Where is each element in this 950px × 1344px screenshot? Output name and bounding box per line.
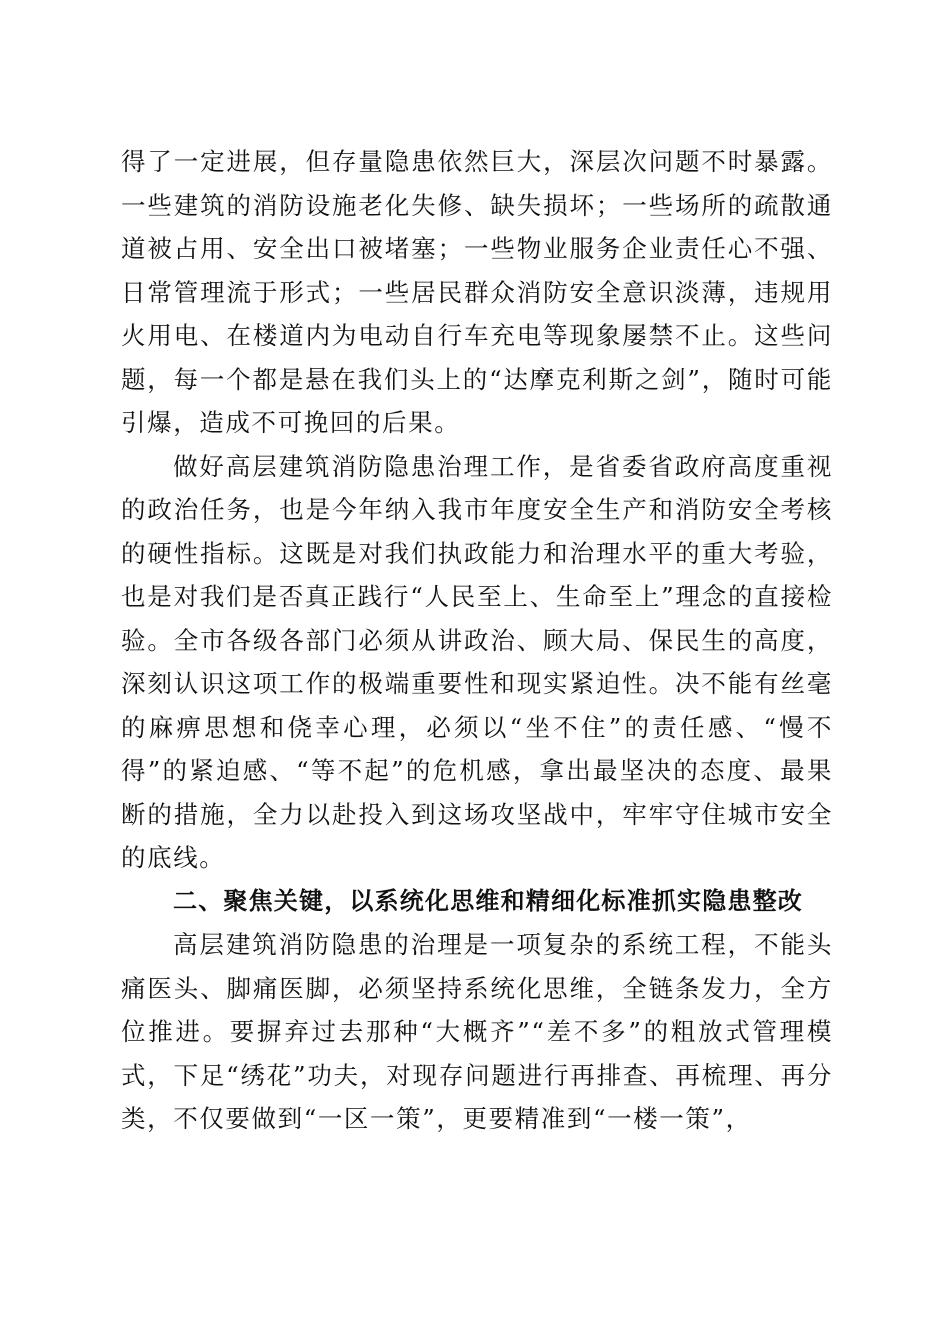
paragraph-political-task: 做好高层建筑消防隐患治理工作，是省委省政府高度重视的政治任务，也是今年纳入我市年度安全生产和消防安全考核的硬性指标。这既是对我们执政能力和治理水平的重大考验，也是对我们是否真正践行“人民至上、生命至上”理念的直接检验。全市各级各部门必须从讲政治、顾大局、保民生的高度，深刻认识这项工作的极端重要性和现实紧迫性。决不能有丝毫的麻痹思想和侥幸心理，必须以“坐不住”的责任感、“慢不得”的紧迫感、“等不起”的危机感，拿出最坚决的态度、最果断的措施，全力以赴投入到这场攻坚战中，牢牢守住城市安全的底线。: [121, 451, 833, 872]
section-heading: 二、聚焦关键，以系统化思维和精细化标准抓实隐患整改: [173, 886, 803, 915]
paragraph-continuation: 得了一定进展，但存量隐患依然巨大，深层次问题不时暴露。一些建筑的消防设施老化失修、缺失损坏；一些场所的疏散通道被占用、安全出口被堵塞；一些物业服务企业责任心不强、日常管理流于形式；一些居民群众消防安全意识淡薄，违规用火用电、在楼道内为电动自行车充电等现象屡禁不止。这些问题，每一个都是悬在我们头上的“达摩克利斯之剑”，随时可能引爆，造成不可挽回的后果。: [121, 147, 833, 437]
paragraph-systematic-thinking: 高层建筑消防隐患的治理是一项复杂的系统工程，不能头痛医头、脚痛医脚，必须坚持系统化思维，全链条发力，全方位推进。要摒弃过去那种“大概齐”“差不多”的粗放式管理模式，下足“绣花”功夫，对现存问题进行再排查、再梳理、再分类，不仅要做到“一区一策”，更要精准到“一楼一策”，: [121, 930, 833, 1133]
document-body: [121, 140, 833, 1141]
